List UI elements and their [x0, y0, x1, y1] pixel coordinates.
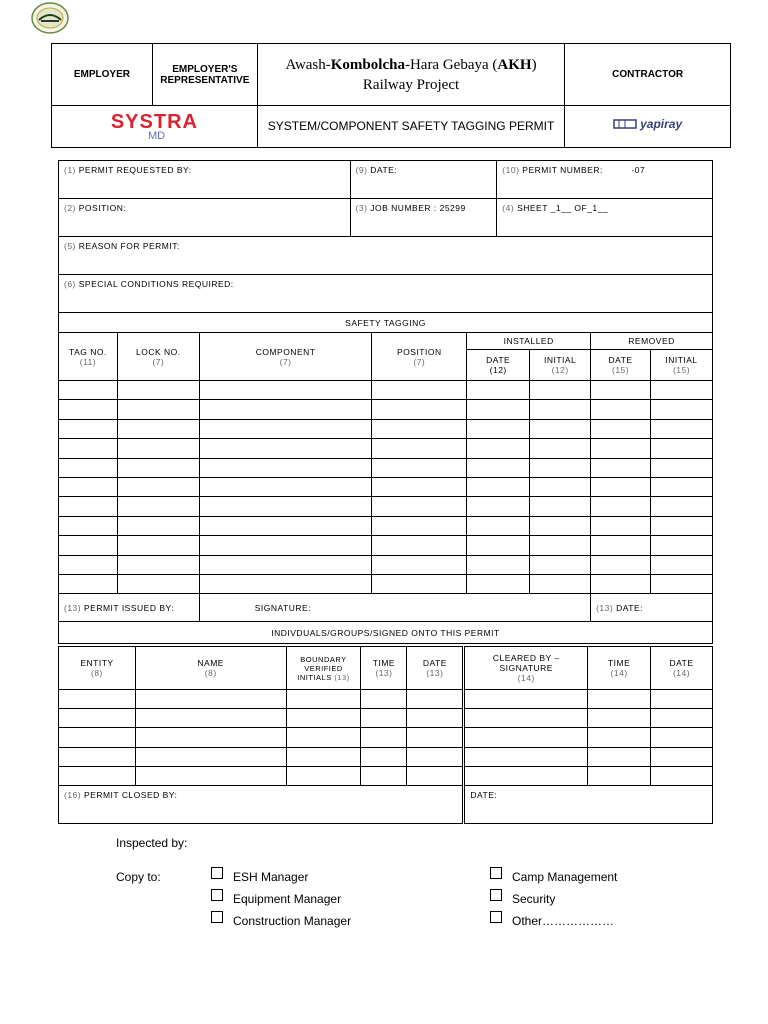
table-cell[interactable] — [651, 497, 713, 516]
table-cell[interactable] — [59, 747, 136, 766]
table-cell[interactable] — [591, 536, 651, 555]
construction-manager-label: Construction Manager — [233, 914, 352, 928]
table-cell[interactable] — [651, 477, 713, 496]
table-cell[interactable] — [651, 516, 713, 535]
table-cell[interactable] — [135, 690, 286, 709]
table-row — [59, 728, 713, 747]
table-row — [59, 477, 713, 496]
permit-requested-by-field[interactable]: (1) PERMIT REQUESTED BY: — [59, 161, 351, 199]
col-entity: ENTITY (8) — [59, 647, 136, 690]
table-cell[interactable] — [59, 477, 118, 496]
table-cell[interactable] — [530, 400, 591, 419]
other-label: Other……………… — [512, 914, 615, 928]
table-cell[interactable] — [591, 516, 651, 535]
table-row — [59, 381, 713, 400]
table-cell[interactable] — [651, 400, 713, 419]
table-cell[interactable] — [59, 728, 136, 747]
table-cell[interactable] — [372, 458, 467, 477]
table-cell[interactable] — [407, 690, 464, 709]
table-cell[interactable] — [464, 709, 588, 728]
table-cell[interactable] — [117, 419, 199, 438]
table-cell[interactable] — [117, 536, 199, 555]
construction-manager-checkbox[interactable] — [211, 911, 223, 923]
table-cell[interactable] — [59, 574, 118, 593]
permit-title: SYSTEM/COMPONENT SAFETY TAGGING PERMIT — [257, 106, 564, 148]
table-cell[interactable] — [591, 574, 651, 593]
table-cell[interactable] — [651, 536, 713, 555]
camp-management-checkbox[interactable] — [490, 867, 502, 879]
table-cell[interactable] — [199, 400, 372, 419]
table-cell[interactable] — [467, 536, 530, 555]
table-cell[interactable] — [59, 690, 136, 709]
table-row — [59, 709, 713, 728]
table-cell[interactable] — [286, 690, 361, 709]
other-checkbox[interactable] — [490, 911, 502, 923]
table-cell[interactable] — [59, 439, 118, 458]
employers-rep-cell: EMPLOYER'S REPRESENTATIVE — [152, 44, 257, 106]
table-cell[interactable] — [135, 709, 286, 728]
table-cell[interactable] — [651, 381, 713, 400]
table-cell[interactable] — [464, 747, 588, 766]
esh-manager-checkbox[interactable] — [211, 867, 223, 879]
table-cell[interactable] — [651, 555, 713, 574]
col-component: COMPONENT (7) — [199, 333, 372, 381]
table-cell[interactable] — [117, 497, 199, 516]
railway-seal-logo — [31, 2, 69, 34]
table-cell[interactable] — [361, 766, 407, 785]
table-cell[interactable] — [135, 728, 286, 747]
col-date: DATE (13) — [407, 647, 464, 690]
table-cell[interactable] — [361, 747, 407, 766]
yapiray-logo: yapiray — [565, 106, 731, 148]
table-cell[interactable] — [588, 690, 651, 709]
table-cell[interactable] — [591, 419, 651, 438]
table-cell[interactable] — [135, 747, 286, 766]
equipment-manager-label: Equipment Manager — [233, 892, 342, 906]
table-cell[interactable] — [286, 709, 361, 728]
table-cell[interactable] — [651, 458, 713, 477]
reason-for-permit-field[interactable]: (5) REASON FOR PERMIT: — [59, 237, 713, 275]
table-cell[interactable] — [467, 477, 530, 496]
table-cell[interactable] — [530, 574, 591, 593]
table-cell[interactable] — [372, 439, 467, 458]
table-cell[interactable] — [467, 458, 530, 477]
table-row — [59, 439, 713, 458]
table-cell[interactable] — [530, 419, 591, 438]
table-cell[interactable] — [591, 439, 651, 458]
signature-field[interactable]: SIGNATURE: — [199, 594, 590, 622]
table-cell[interactable] — [372, 419, 467, 438]
installed-header: INSTALLED — [467, 333, 591, 350]
table-cell[interactable] — [588, 747, 651, 766]
table-cell[interactable] — [286, 766, 361, 785]
table-row — [59, 497, 713, 516]
table-cell[interactable] — [530, 555, 591, 574]
table-cell[interactable] — [651, 690, 713, 709]
table-cell[interactable] — [117, 477, 199, 496]
inspected-by-label: Inspected by: — [116, 836, 188, 850]
special-conditions-field[interactable]: (6) SPECIAL CONDITIONS REQUIRED: — [59, 275, 713, 313]
table-cell[interactable] — [651, 766, 713, 785]
table-cell[interactable] — [59, 419, 118, 438]
table-cell[interactable] — [199, 419, 372, 438]
table-row — [59, 766, 713, 785]
table-cell[interactable] — [588, 709, 651, 728]
table-cell[interactable] — [199, 536, 372, 555]
issued-date-field[interactable]: (13) DATE: — [591, 594, 713, 622]
table-cell[interactable] — [372, 381, 467, 400]
table-cell[interactable] — [199, 439, 372, 458]
table-cell[interactable] — [59, 381, 118, 400]
table-cell[interactable] — [199, 381, 372, 400]
table-cell[interactable] — [464, 766, 588, 785]
table-cell[interactable] — [372, 555, 467, 574]
table-cell[interactable] — [591, 400, 651, 419]
table-cell[interactable] — [117, 400, 199, 419]
table-cell[interactable] — [59, 709, 136, 728]
table-row — [59, 536, 713, 555]
table-cell[interactable] — [361, 709, 407, 728]
table-row — [59, 555, 713, 574]
table-cell[interactable] — [530, 477, 591, 496]
table-row — [59, 400, 713, 419]
table-cell[interactable] — [467, 497, 530, 516]
table-cell[interactable] — [591, 477, 651, 496]
table-cell[interactable] — [407, 747, 464, 766]
table-cell[interactable] — [588, 728, 651, 747]
col-cleared-date: DATE (14) — [651, 647, 713, 690]
table-cell[interactable] — [651, 419, 713, 438]
esh-manager-label: ESH Manager — [233, 870, 309, 884]
table-row — [59, 574, 713, 593]
job-number-field[interactable]: (3) JOB NUMBER : 25299 — [350, 199, 497, 237]
table-cell[interactable] — [135, 766, 286, 785]
table-cell[interactable] — [286, 728, 361, 747]
col-removed-date: DATE (15) — [591, 350, 651, 381]
closed-date-field[interactable]: DATE: — [464, 785, 713, 823]
table-cell[interactable] — [467, 516, 530, 535]
camp-management-label: Camp Management — [512, 870, 618, 884]
table-cell[interactable] — [117, 555, 199, 574]
table-row — [59, 419, 713, 438]
table-cell[interactable] — [372, 477, 467, 496]
table-cell[interactable] — [117, 458, 199, 477]
col-cleared-time: TIME (14) — [588, 647, 651, 690]
table-cell[interactable] — [464, 690, 588, 709]
table-cell[interactable] — [651, 709, 713, 728]
table-cell[interactable] — [591, 555, 651, 574]
employer-cell: EMPLOYER — [52, 44, 153, 106]
col-cleared-by: CLEARED BY – SIGNATURE (14) — [464, 647, 588, 690]
table-cell[interactable] — [286, 747, 361, 766]
contractor-cell: CONTRACTOR — [565, 44, 731, 106]
table-cell[interactable] — [59, 536, 118, 555]
safety-tagging-table — [58, 332, 713, 644]
table-cell[interactable] — [467, 400, 530, 419]
table-cell[interactable] — [651, 728, 713, 747]
table-cell[interactable] — [467, 574, 530, 593]
table-cell[interactable] — [199, 497, 372, 516]
col-installed-initial: INITIAL (12) — [530, 350, 591, 381]
permit-issued-by-field[interactable]: (13) PERMIT ISSUED BY: — [59, 594, 200, 622]
table-row — [59, 458, 713, 477]
table-cell[interactable] — [530, 536, 591, 555]
yapiray-mark-icon — [613, 117, 637, 131]
table-cell[interactable] — [467, 381, 530, 400]
table-cell[interactable] — [59, 400, 118, 419]
safety-tagging-title: SAFETY TAGGING — [59, 313, 713, 333]
table-cell[interactable] — [199, 555, 372, 574]
table-cell[interactable] — [199, 574, 372, 593]
table-cell[interactable] — [467, 555, 530, 574]
col-name: NAME (8) — [135, 647, 286, 690]
table-cell[interactable] — [117, 381, 199, 400]
table-cell[interactable] — [591, 458, 651, 477]
security-label: Security — [512, 892, 556, 906]
table-cell[interactable] — [361, 690, 407, 709]
table-row — [59, 747, 713, 766]
permit-form — [58, 160, 713, 333]
table-cell[interactable] — [530, 497, 591, 516]
table-cell[interactable] — [117, 516, 199, 535]
table-cell[interactable] — [117, 574, 199, 593]
table-cell[interactable] — [407, 709, 464, 728]
table-row — [59, 516, 713, 535]
systra-logo: SYSTRA MD — [52, 106, 258, 148]
table-cell[interactable] — [199, 458, 372, 477]
table-cell[interactable] — [407, 728, 464, 747]
table-cell[interactable] — [199, 516, 372, 535]
table-cell[interactable] — [530, 458, 591, 477]
col-installed-date: DATE (12) — [467, 350, 530, 381]
copy-to-label: Copy to: — [116, 870, 161, 884]
table-cell[interactable] — [467, 419, 530, 438]
table-cell[interactable] — [530, 381, 591, 400]
table-cell[interactable] — [59, 497, 118, 516]
table-cell[interactable] — [588, 766, 651, 785]
table-cell[interactable] — [59, 516, 118, 535]
document-header — [51, 43, 731, 148]
sheet-field[interactable]: (4) SHEET _1__ OF_1__ — [497, 199, 713, 237]
permit-number-field[interactable]: (10) PERMIT NUMBER: -07 — [497, 161, 713, 199]
position-field[interactable]: (2) POSITION: — [59, 199, 351, 237]
table-cell[interactable] — [361, 728, 407, 747]
table-cell[interactable] — [372, 516, 467, 535]
table-cell[interactable] — [372, 536, 467, 555]
equipment-manager-checkbox[interactable] — [211, 889, 223, 901]
table-cell[interactable] — [591, 497, 651, 516]
project-title: Awash-Kombolcha-Hara Gebaya (AKH) Railway Project — [257, 44, 564, 106]
table-cell[interactable] — [467, 439, 530, 458]
col-boundary-verified: BOUNDARY VERIFIED INITIALS (13) — [286, 647, 361, 690]
table-cell[interactable] — [59, 458, 118, 477]
table-cell[interactable] — [530, 439, 591, 458]
table-cell[interactable] — [59, 766, 136, 785]
col-tag-no: TAG NO. (11) — [59, 333, 118, 381]
table-cell[interactable] — [464, 728, 588, 747]
security-checkbox[interactable] — [490, 889, 502, 901]
table-cell[interactable] — [530, 516, 591, 535]
table-cell[interactable] — [591, 381, 651, 400]
table-cell[interactable] — [372, 497, 467, 516]
table-cell[interactable] — [199, 477, 372, 496]
table-cell[interactable] — [651, 574, 713, 593]
col-position: POSITION (7) — [372, 333, 467, 381]
removed-header: REMOVED — [591, 333, 713, 350]
table-cell[interactable] — [651, 439, 713, 458]
date-field[interactable]: (9) DATE: — [350, 161, 497, 199]
col-removed-initial: INITIAL (15) — [651, 350, 713, 381]
permit-closed-by-field[interactable]: (16) PERMIT CLOSED BY: — [59, 785, 464, 823]
table-row — [59, 690, 713, 709]
table-cell[interactable] — [372, 574, 467, 593]
table-cell[interactable] — [117, 439, 199, 458]
individuals-title: INDIVDUALS/GROUPS/SIGNED ONTO THIS PERMIT — [59, 622, 713, 644]
col-time: TIME (13) — [361, 647, 407, 690]
col-lock-no: LOCK NO. (7) — [117, 333, 199, 381]
table-cell[interactable] — [59, 555, 118, 574]
individuals-table — [58, 646, 713, 824]
table-cell[interactable] — [372, 400, 467, 419]
table-cell[interactable] — [407, 766, 464, 785]
table-cell[interactable] — [651, 747, 713, 766]
